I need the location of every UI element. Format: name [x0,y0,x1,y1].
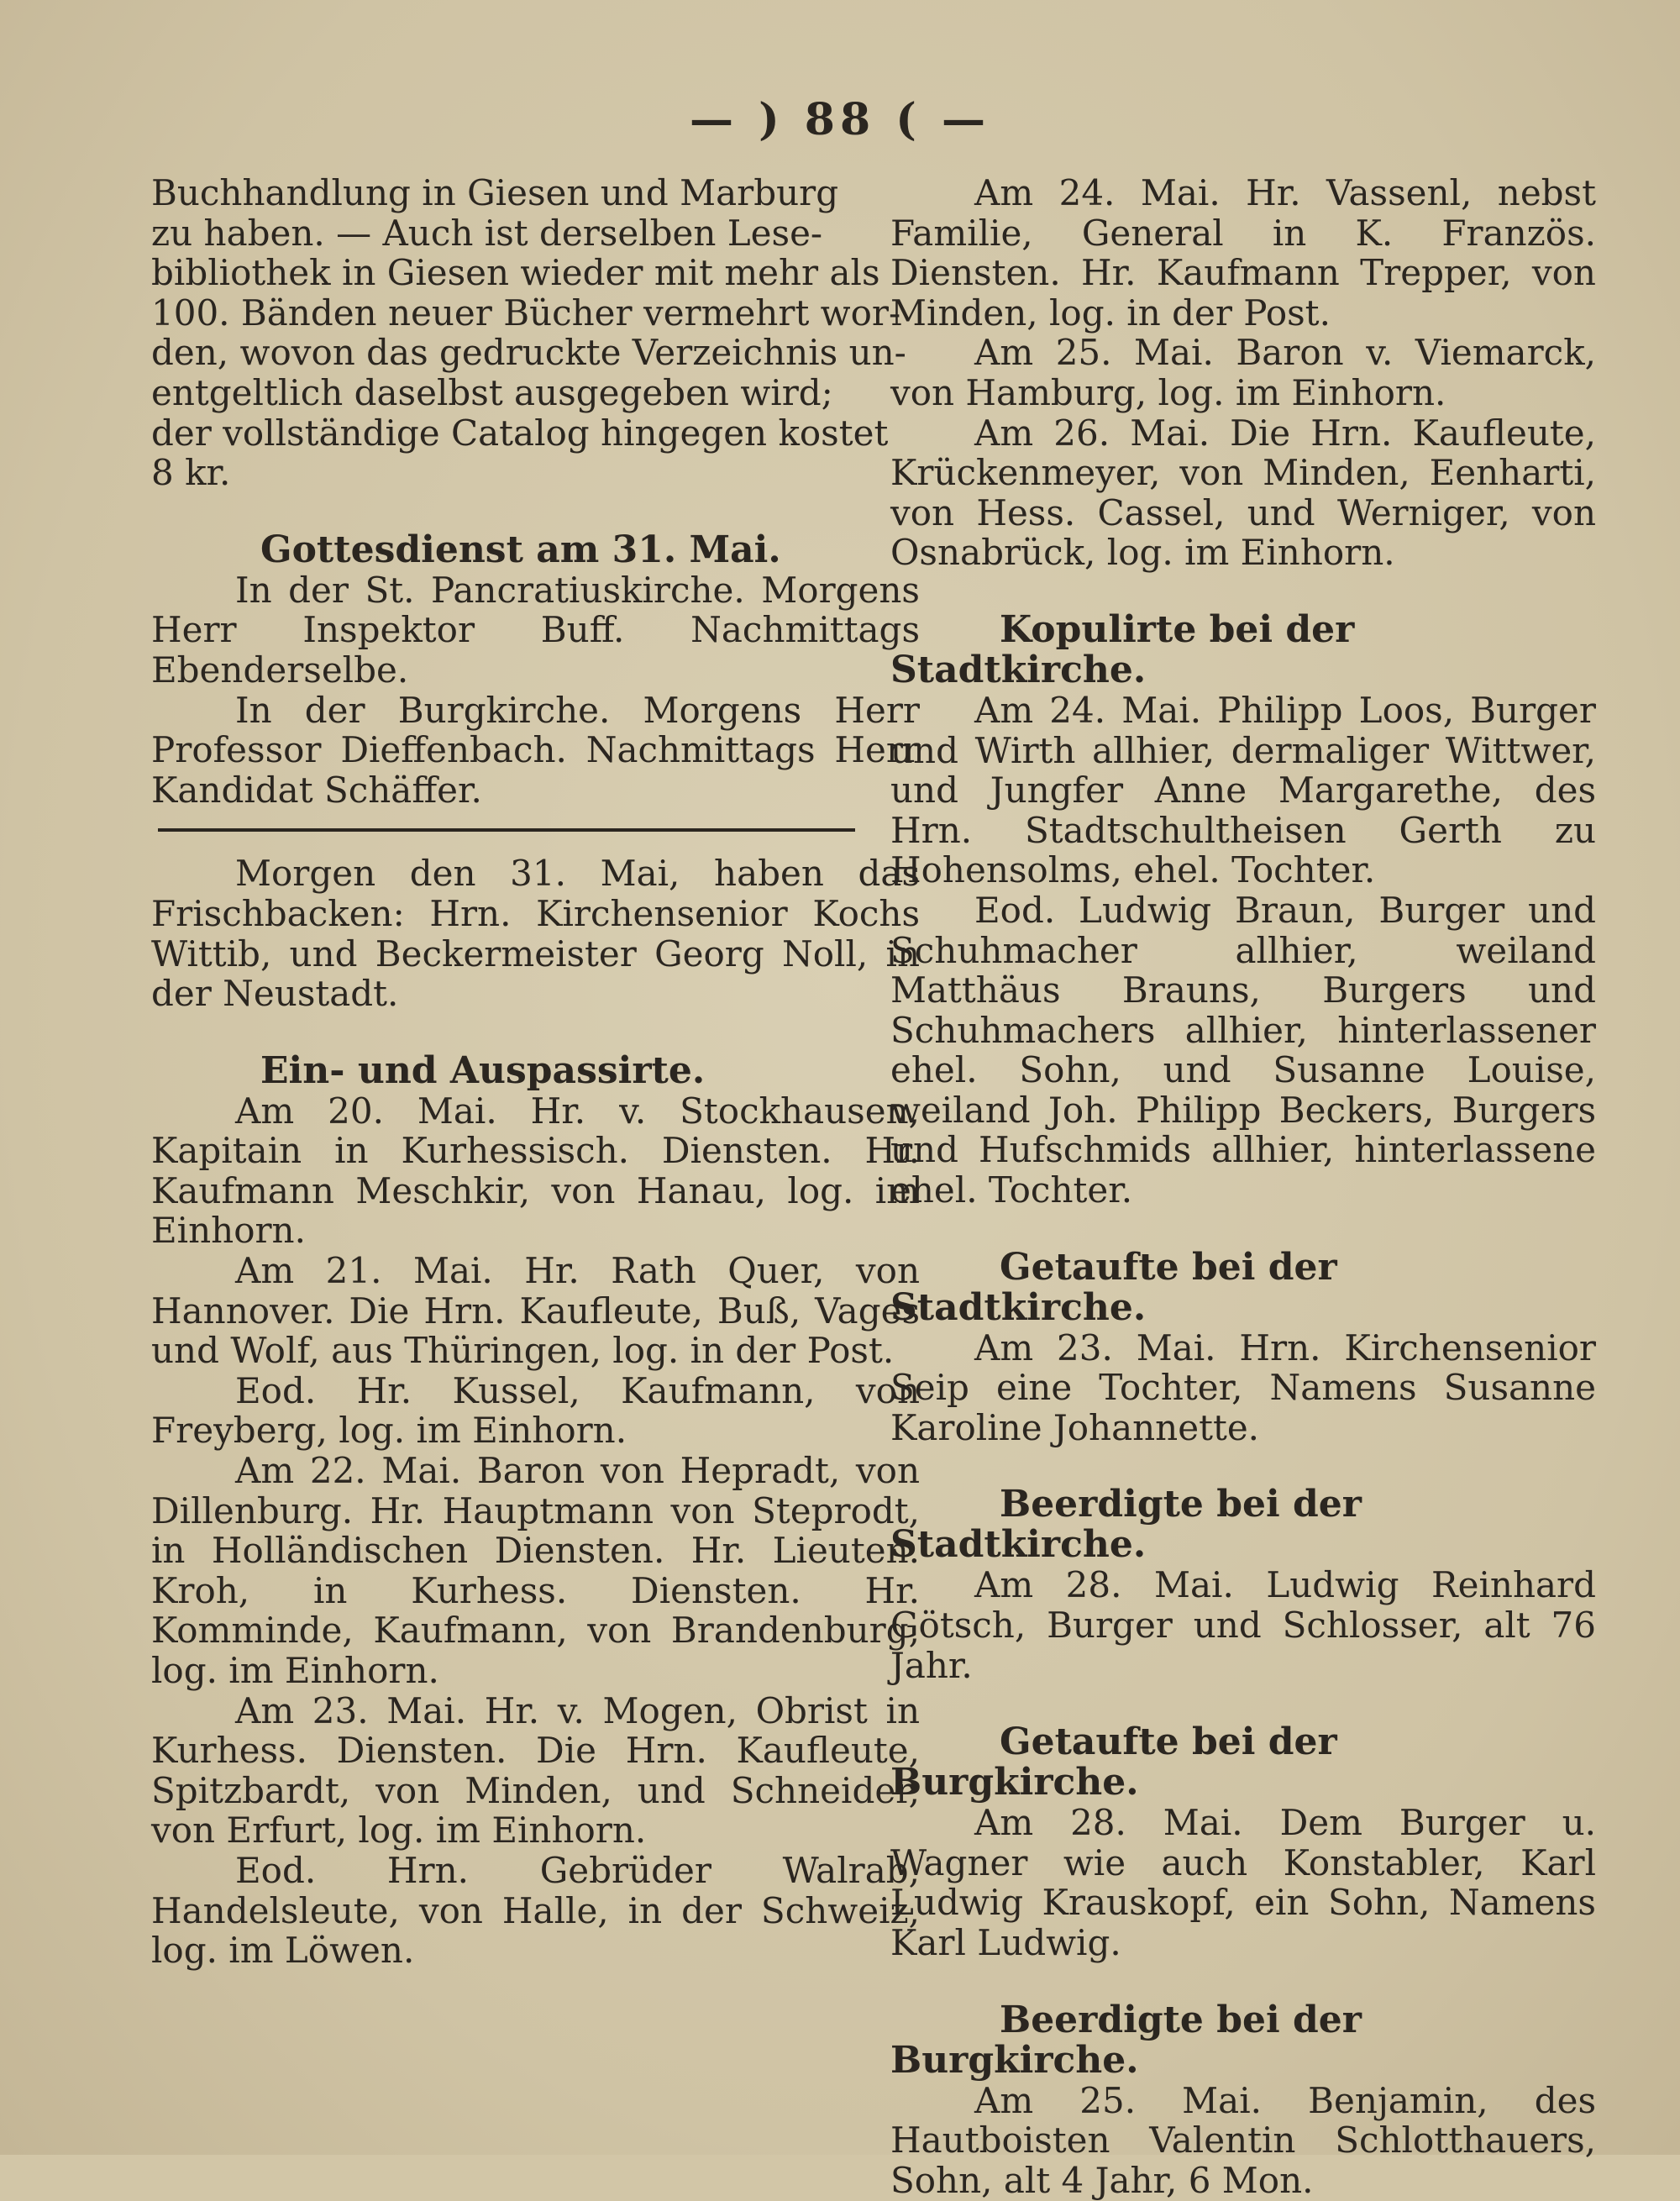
section-heading-gottesdienst: Gottesdienst am 31. Mai. [260,528,781,571]
passirte-entry: Am 26. Mai. Die Hrn. Kaufleute, Krückenmeyer, von Minden, Eenharti, von Hess. Cassel, und Werniger, von Osnabrück, log. im Einhorn. [890,412,1596,574]
service-pancratius: In der St. Pancratiuskirche. Morgens Herr Inspektor Buff. Nachmittags Ebenderselbe. [151,569,920,691]
passirte-entry: Am 22. Mai. Baron von Hepradt, von Dillenburg. Hr. Hauptmann von Steprodt, in Holländischen Diensten. Hr. Lieuten. Kroh, in Kurhess. Diensten. Hr. Komminde, Kaufmann, von Brandenburg, log. im Einhorn. [151,1450,920,1691]
intro-notice [151,173,920,493]
section-heading-kopulirte: Kopulirte bei der Stadtkirche. [890,607,1355,691]
right-column [890,173,1596,2200]
intro-line: entgeltlich daselbst ausgegeben wird; [151,371,833,413]
passirte-entry: Am 23. Mai. Hr. v. Mogen, Obrist in Kurhess. Diensten. Die Hrn. Kaufleute, Spitzbardt, von Minden, und Schneider, von Erfurt, log. im Einhorn. [151,1689,920,1852]
beerdigte-stadt-entry: Am 28. Mai. Ludwig Reinhard Götsch, Burger und Schlosser, alt 76 Jahr. [890,1564,1596,1686]
section-heading-beerdigte-burg: Beerdigte bei der Burgkirche. [890,1998,1362,2082]
passirte-entry: Eod. Hrn. Gebrüder Walrab, Handelsleute, von Halle, in der Schweiz, log. im Löwen. [151,1849,920,1972]
frischbacken-notice: Morgen den 31. Mai, haben das Frischbacken: Hrn. Kirchensenior Kochs Wittib, und Beckermeister Georg Noll, in der Neustadt. [151,853,920,1015]
kopulirte-entry: Am 24. Mai. Philipp Loos, Burger und Wirth allhier, dermaliger Wittwer, und Jungfer Anne Margarethe, des Hrn. Stadtschultheisen Gerth zu Hohensolms, ehel. Tochter. [890,689,1596,891]
section-heading-getaufte-burg: Getaufte bei der Burgkirche. [890,1720,1337,1804]
intro-line: den, wovon das gedruckte Verzeichnis un- [151,332,906,374]
service-burgkirche: In der Burgkirche. Morgens Herr Professor Dieffenbach. Nachmittags Herr Kandidat Schäffer. [151,689,920,811]
kopulirte-entry: Eod. Ludwig Braun, Burger und Schuhmacher allhier, weiland Matthäus Brauns, Burgers und Schuhmachers allhier, hinterlassener ehel. Sohn, und Susanne Louise, weiland Joh. Philipp Beckers, Burgers und Hufschmids allhier, hinterlassene ehel. Tochter. [890,889,1596,1211]
beerdigte-burg-entry: Am 25. Mai. Benjamin, des Hautboisten Valentin Schlotthauers, Sohn, alt 4 Jahr, 6 Mon. [890,2079,1596,2201]
intro-line: zu haben. — Auch ist derselben Lese- [151,212,823,254]
passirte-entry: Am 24. Mai. Hr. Vassenl, nebst Familie, General in K. Französ. Diensten. Hr. Kaufmann Trepper, von Minden, log. in der Post. [890,172,1596,334]
intro-line: 8 kr. [151,452,231,494]
left-column [151,173,920,1971]
intro-line: der vollständige Catalog hingegen kostet [151,412,889,454]
section-heading-passirte: Ein- und Auspassirte. [260,1048,706,1092]
passirte-entry: Am 25. Mai. Baron v. Viemarck, von Hamburg, log. im Einhorn. [890,332,1596,413]
section-heading-getaufte-stadt: Getaufte bei der Stadtkirche. [890,1245,1337,1329]
intro-line: bibliothek in Giesen wieder mit mehr als [151,252,880,294]
getaufte-burg-entry: Am 28. Mai. Dem Burger u. Wagner wie auch Konstabler, Karl Ludwig Krauskopf, ein Sohn, Namens Karl Ludwig. [890,1802,1596,1963]
passirte-entry: Am 21. Mai. Hr. Rath Quer, von Hannover. Die Hrn. Kaufleute, Buß, Vages und Wolf, aus Thüringen, log. in der Post. [151,1250,920,1372]
passirte-entry: Am 20. Mai. Hr. v. Stockhausen, Kapitain in Kurhessisch. Diensten. Hr. Kaufmann Meschkir, von Hanau, log. im Einhorn. [151,1090,920,1252]
section-heading-beerdigte-stadt: Beerdigte bei der Stadtkirche. [890,1483,1362,1567]
page-number: — ) 88 ( — [690,94,990,145]
intro-line: 100. Bänden neuer Bücher vermehrt wor- [151,292,901,334]
getaufte-stadt-entry: Am 23. Mai. Hrn. Kirchensenior Seip eine Tochter, Namens Susanne Karoline Johannette. [890,1326,1596,1448]
passirte-entry: Eod. Hr. Kussel, Kaufmann, von Freyberg, log. im Einhorn. [151,1369,920,1452]
intro-line: Buchhandlung in Giesen und Marburg [151,172,839,213]
section-divider [158,828,855,832]
